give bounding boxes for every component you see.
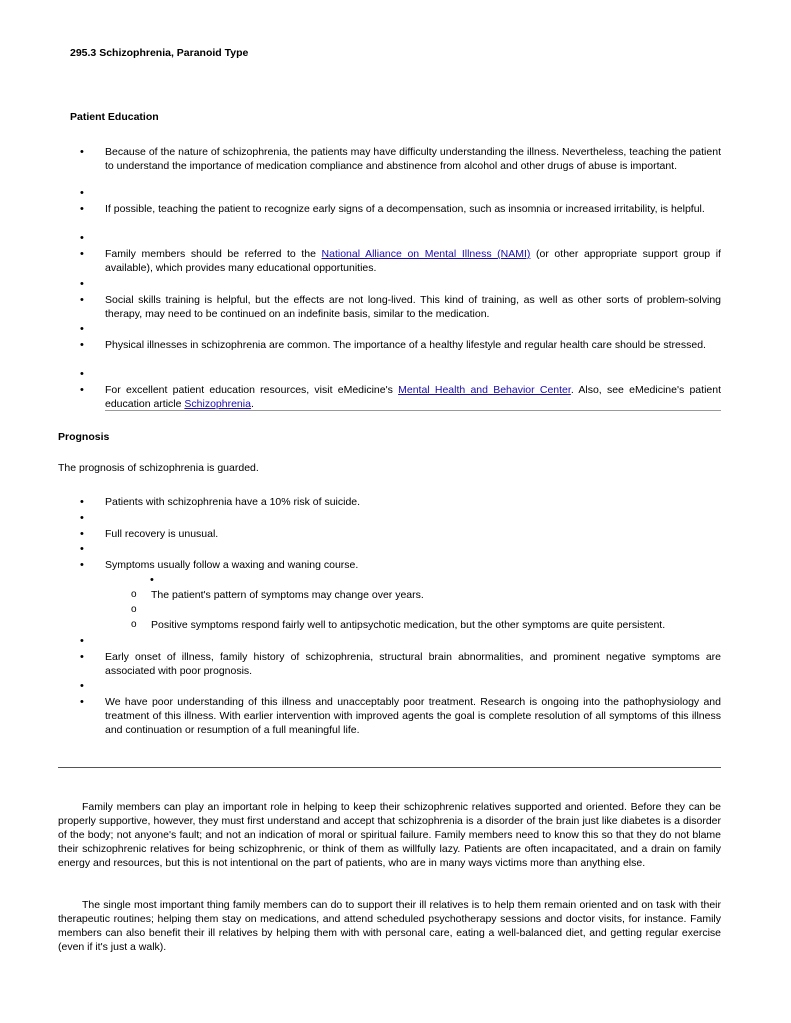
pe-item-3	[105, 247, 721, 275]
family-paragraph-2: The single most important thing family members can do to support their ill relatives is to help them remain oriented and on task with their therapeutic routines; helping them stay on medications, and attend scheduled psychotherapy sessions and doctor visits, for instance. Family members can also benefit their ill relatives by helping them with with personal care, eating a well-balanced diet, and getting regular exercise (even if it's just a walk).	[58, 899, 721, 953]
bullet-icon: •	[80, 187, 84, 199]
prog-item-2: Full recovery is unusual.	[105, 528, 219, 540]
bullet-icon: •	[80, 559, 84, 571]
pe-item-6-text-end: .	[250, 398, 254, 410]
bullet-icon: •	[80, 203, 84, 215]
prognosis-intro: The prognosis of schizophrenia is guarded.	[58, 462, 259, 474]
circle-bullet-icon: o	[131, 619, 137, 630]
bullet-icon: •	[80, 278, 84, 290]
schizophrenia-article-link[interactable]: Schizophrenia	[184, 398, 251, 410]
bullet-icon: •	[80, 543, 84, 555]
pe-item-3-text-end: (or other appropriate support group if available), which provides many educational opportunities.	[105, 248, 721, 274]
pe-item-4: Social skills training is helpful, but the effects are not long-lived. This kind of training, as well as other sorts of problem-solving therapy, may need to be continued on an indefinite basis, similar to the medication.	[105, 294, 721, 320]
pe-item-5: Physical illnesses in schizophrenia are common. The importance of a healthy lifestyle and regular health care should be stressed.	[105, 339, 706, 351]
prog-sub-1: The patient's pattern of symptoms may change over years.	[151, 589, 424, 601]
prognosis-heading: Prognosis	[58, 431, 110, 443]
bullet-icon: •	[80, 696, 84, 708]
mental-health-center-link[interactable]: Mental Health and Behavior Center	[398, 384, 571, 396]
prog-sub-2: Positive symptoms respond fairly well to antipsychotic medication, but the other symptoms are quite persistent.	[151, 619, 666, 631]
pe-item-2: If possible, teaching the patient to recognize early signs of a decompensation, such as insomnia or increased irritability, is helpful.	[105, 203, 705, 215]
bullet-icon: •	[80, 384, 84, 396]
prog-item-4: Early onset of illness, family history of schizophrenia, structural brain abnormalities, and prominent negative symptoms are associated with poor prognosis.	[105, 651, 721, 677]
pe-item-6-text-mid: . Also, see eMedicine's patient education article	[105, 384, 721, 410]
pe-item-3-text: Family members should be referred to the	[105, 248, 322, 260]
bullet-icon: •	[80, 248, 84, 260]
bullet-icon: •	[80, 680, 84, 692]
prog-item-1: Patients with schizophrenia have a 10% risk of suicide.	[105, 496, 361, 508]
pe-item-1: Because of the nature of schizophrenia, the patients may have difficulty understanding the illness. Nevertheless, teaching the patient to understand the importance of medication compliance and abstinence from alcohol and other drugs of abuse is important.	[105, 146, 721, 172]
pe-item-6	[105, 383, 721, 411]
bullet-icon: •	[80, 323, 84, 335]
circle-bullet-icon: o	[131, 604, 137, 615]
nami-link[interactable]: National Alliance on Mental Illness (NAMI)	[321, 248, 531, 260]
bullet-icon: •	[150, 574, 154, 586]
circle-bullet-icon: o	[131, 589, 137, 600]
pe-item-6-text: For excellent patient education resources, visit eMedicine's	[105, 384, 399, 396]
bullet-icon: •	[80, 635, 84, 647]
document-title: 295.3 Schizophrenia, Paranoid Type	[70, 47, 249, 59]
bullet-icon: •	[80, 146, 84, 158]
prog-item-5: We have poor understanding of this illness and unacceptably poor treatment. Research is ongoing into the pathophysiology and treatment of this illness. With earlier intervention with improved agents the goal is complete resolution of all symptoms of this illness and continuation or resumption of a full meaningful life.	[105, 696, 721, 736]
family-paragraph-1: Family members can play an important role in helping to keep their schizophrenic relatives supported and oriented. Before they can be properly supportive, however, they must first understand and accept that schizophrenia is a disorder of the brain just like diabetes is a disorder of the body; not anyone's fault; and not an indication of moral or spiritual failure. Family members need to know this so that they do not blame their schizophrenic relatives for being schizophrenic, or think of them as willfully lazy. Patients are often incapacitated, and a drain on family energy and resources, but this is not intentional on the part of patients, who are in many ways victims more than anything else.	[58, 801, 721, 869]
bullet-icon: •	[80, 232, 84, 244]
bullet-icon: •	[80, 651, 84, 663]
bullet-icon: •	[80, 339, 84, 351]
bullet-icon: •	[80, 528, 84, 540]
bullet-icon: •	[80, 294, 84, 306]
section-divider	[105, 410, 721, 411]
prog-item-3: Symptoms usually follow a waxing and waning course.	[105, 559, 359, 571]
section-divider	[58, 767, 721, 768]
patient-education-heading: Patient Education	[70, 111, 159, 123]
bullet-icon: •	[80, 512, 84, 524]
bullet-icon: •	[80, 496, 84, 508]
bullet-icon: •	[80, 368, 84, 380]
